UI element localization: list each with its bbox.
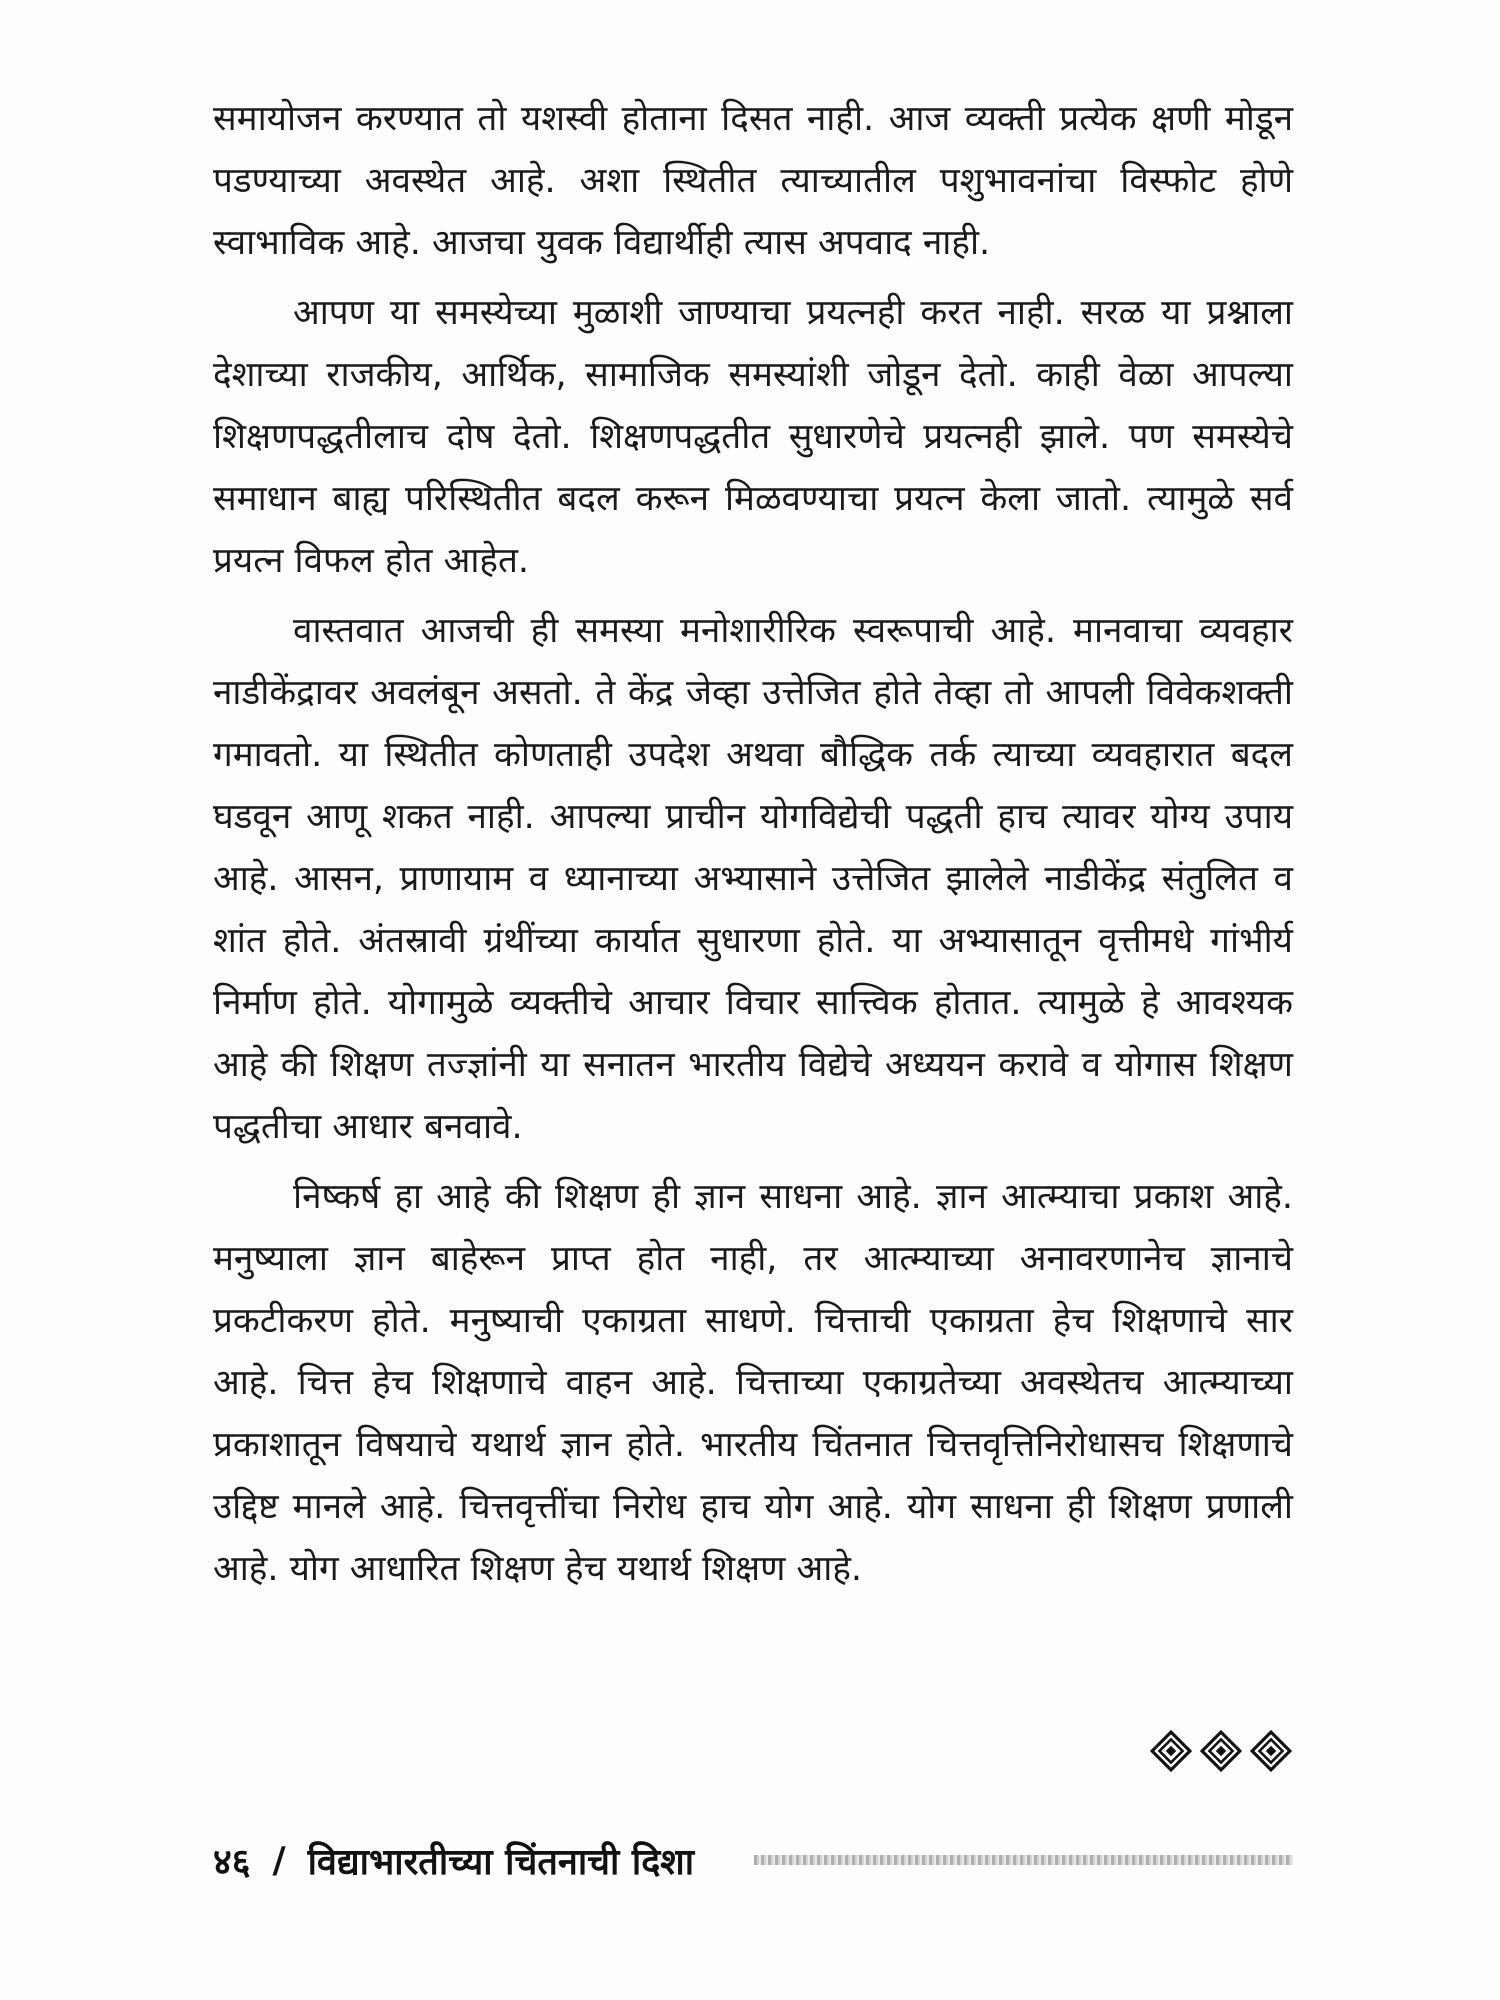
footer-separator: / (272, 1839, 286, 1881)
page-number: ४६ (213, 1841, 251, 1883)
body-text (213, 88, 1293, 1608)
diamond-ornament-icon (1250, 1730, 1292, 1772)
paragraph-1: समायोजन करण्यात तो यशस्वी होताना दिसत नाही. आज व्यक्ती प्रत्येक क्षणी मोडून पडण्याच्या अवस्थेत आहे. अशा स्थितीत त्याच्यातील पशुभावनांचा विस्फोट होणे स्वाभाविक आहे. आजचा युवक विद्यार्थीही त्यास अपवाद नाही. (213, 99, 1293, 263)
book-title: विद्याभारतीच्या चिंतनाची दिशा (307, 1841, 695, 1883)
page-footer (213, 1830, 1293, 1890)
diamond-ornament-icon (1200, 1730, 1242, 1772)
paragraph-2: आपण या समस्येच्या मुळाशी जाण्याचा प्रयत्नही करत नाही. सरळ या प्रश्नाला देशाच्या राजकीय, आर्थिक, सामाजिक समस्यांशी जोडून देतो. काही वेळा आपल्या शिक्षणपद्धतीलाच दोष देतो. शिक्षणपद्धतीत सुधारणेचे प्रयत्नही झाले. पण समस्येचे समाधान बाह्य परिस्थितीत बदल करून मिळवण्याचा प्रयत्न केला जातो. त्यामुळे सर्व प्रयत्न विफल होत आहेत. (213, 293, 1293, 581)
footer-rule (754, 1855, 1293, 1865)
paragraph-4: निष्कर्ष हा आहे की शिक्षण ही ज्ञान साधना आहे. ज्ञान आत्म्याचा प्रकाश आहे. मनुष्याला ज्ञान बाहेरून प्राप्त होत नाही, तर आत्म्याच्या अनावरणानेच ज्ञानाचे प्रकटीकरण होते. मनुष्याची एकाग्रता साधणे. चित्ताची एकाग्रता हेच शिक्षणाचे सार आहे. चित्त हेच शिक्षणाचे वाहन आहे. चित्ताच्या एकाग्रतेच्या अवस्थेतच आत्म्याच्या प्रकाशातून विषयाचे यथार्थ ज्ञान होते. भारतीय चिंतनात चित्तवृत्तिनिरोधासच शिक्षणाचे उद्दिष्ट मानले आहे. चित्तवृत्तींचा निरोध हाच योग आहे. योग साधना ही शिक्षण प्रणाली आहे. योग आधारित शिक्षण हेच यथार्थ शिक्षण आहे. (213, 1177, 1293, 1589)
section-end-ornament (1150, 1730, 1300, 1780)
paragraph-3: वास्तवात आजची ही समस्या मनोशारीरिक स्वरूपाची आहे. मानवाचा व्यवहार नाडीकेंद्रावर अवलंबून असतो. ते केंद्र जेव्हा उत्तेजित होते तेव्हा तो आपली विवेकशक्ती गमावतो. या स्थितीत कोणताही उपदेश अथवा बौद्धिक तर्क त्याच्या व्यवहारात बदल घडवून आणू शकत नाही. आपल्या प्राचीन योगविद्येची पद्धती हाच त्यावर योग्य उपाय आहे. आसन, प्राणायाम व ध्यानाच्या अभ्यासाने उत्तेजित झालेले नाडीकेंद्र संतुलित व शांत होते. अंतस्रावी ग्रंथींच्या कार्यात सुधारणा होते. या अभ्यासातून वृत्तीमधे गांभीर्य निर्माण होते. योगामुळे व्यक्तीचे आचार विचार सात्त्विक होतात. त्यामुळे हे आवश्यक आहे की शिक्षण तज्ज्ञांनी या सनातन भारतीय विद्येचे अध्ययन करावे व योगास शिक्षण पद्धतीचा आधार बनवावे. (213, 611, 1293, 1147)
diamond-ornament-icon (1150, 1730, 1192, 1772)
